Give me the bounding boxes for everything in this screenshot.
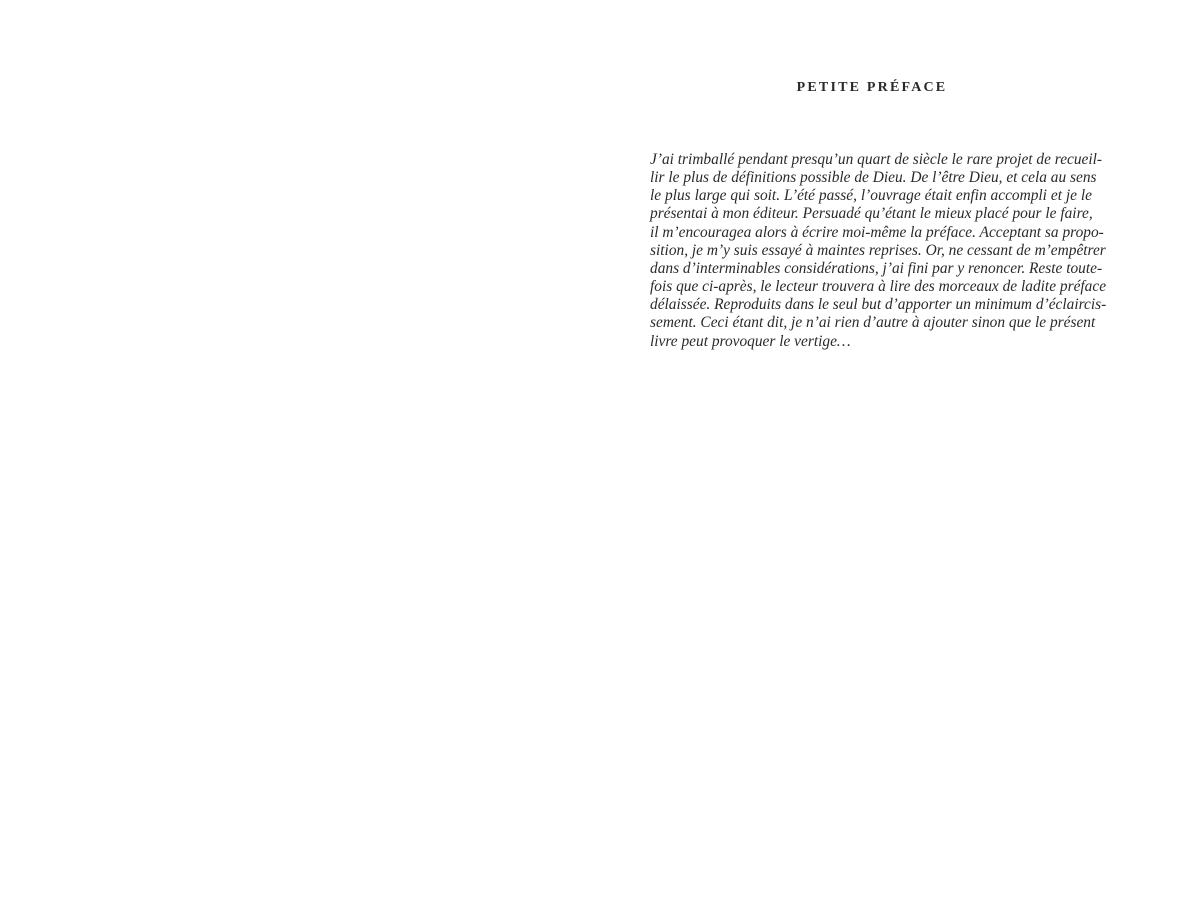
paragraph-line: présentai à mon éditeur. Persuadé qu’étant le mieux placé pour le faire, <box>650 205 1093 223</box>
paragraph-line: il m’encouragea alors à écrire moi-même la préface. Acceptant sa propo- <box>650 223 1104 241</box>
right-page <box>589 0 1178 912</box>
paragraph-line-last: livre peut provoquer le vertige… <box>650 332 851 350</box>
paragraph-line: sement. Ceci étant dit, je n’ai rien d’autre à ajouter sinon que le présent <box>650 314 1096 332</box>
section-title: PETITE PRÉFACE <box>796 80 948 95</box>
paragraph-line: sition, je m’y suis essayé à maintes reprises. Or, ne cessant de m’empêtrer <box>650 241 1106 259</box>
paragraph-line: lir le plus de définitions possible de Dieu. De l’être Dieu, et cela au sens <box>650 169 1097 187</box>
preface-paragraph <box>650 151 1107 351</box>
paragraph-line: délaissée. Reproduits dans le seul but d’apporter un minimum d’éclaircis- <box>650 296 1107 314</box>
paragraph-line: le plus large qui soit. L’été passé, l’ouvrage était enfin accompli et je le <box>650 187 1092 205</box>
paragraph-line: J’ai trimballé pendant presqu’un quart de siècle le rare projet de recueil- <box>650 151 1103 168</box>
paragraph-line: dans d’interminables considérations, j’ai fini par y renoncer. Reste toute- <box>650 259 1103 277</box>
paragraph-line: fois que ci-après, le lecteur trouvera à lire des morceaux de ladite préface <box>650 278 1107 296</box>
